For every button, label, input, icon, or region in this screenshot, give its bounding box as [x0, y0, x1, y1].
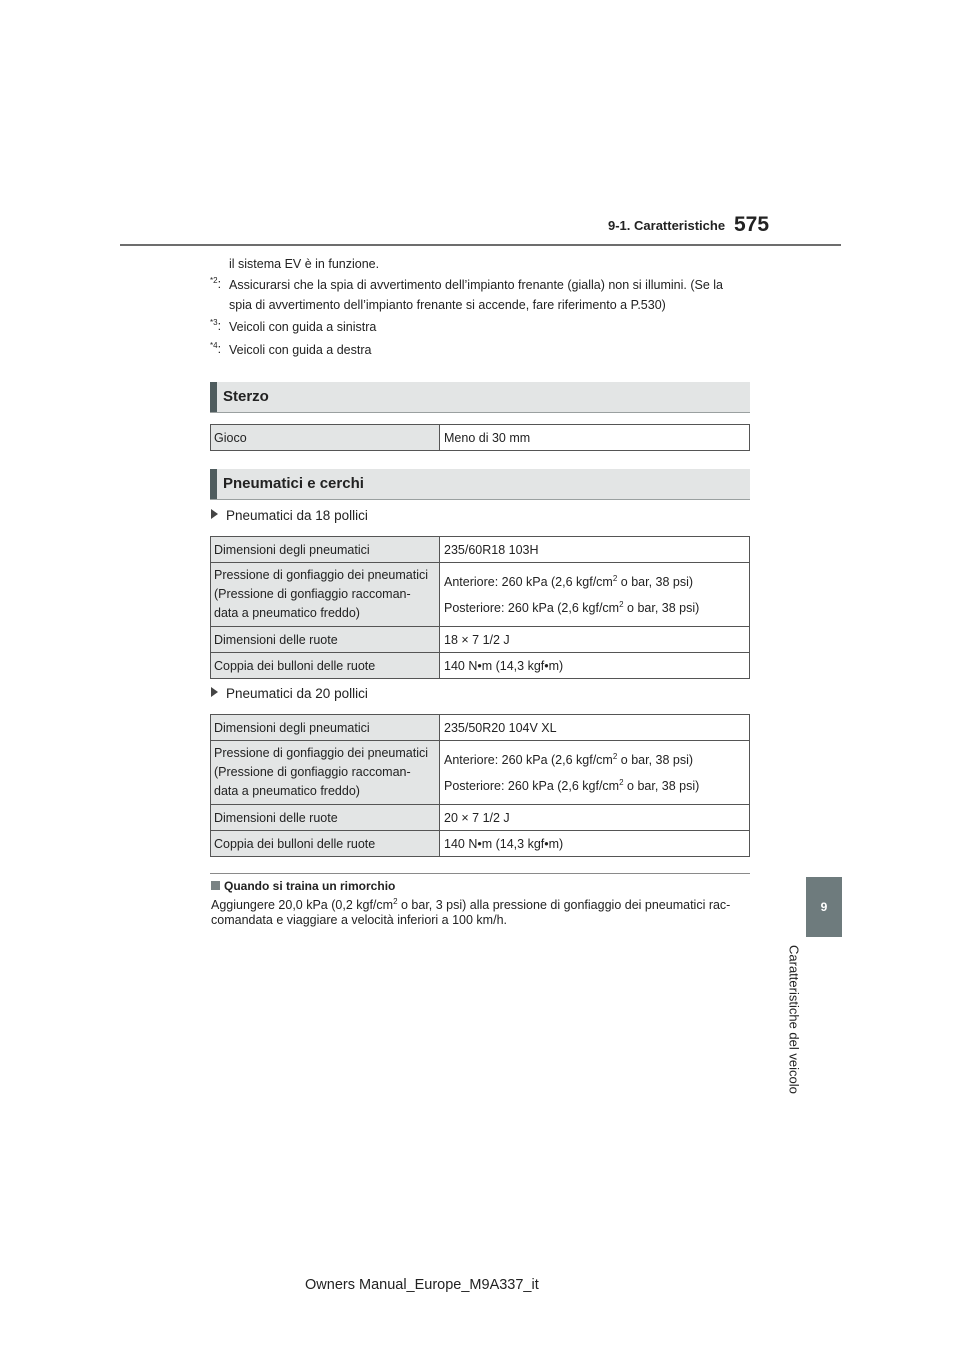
heading-bar	[210, 382, 217, 412]
table-row	[211, 563, 750, 627]
tires-18-subheading: Pneumatici da 18 pollici	[211, 508, 368, 523]
steering-section-heading	[210, 382, 750, 413]
steering-play-value: Meno di 30 mm	[440, 425, 750, 451]
lug-nut-torque-value: 140 N•m (14,3 kgf•m)	[440, 831, 750, 857]
steering-title: Sterzo	[223, 388, 269, 405]
table-row	[211, 805, 750, 831]
table-row	[211, 653, 750, 679]
chapter-label-text: Caratteristiche del veicolo	[786, 945, 802, 1094]
footer-manual-id: Owners Manual_Europe_M9A337_it	[305, 1277, 539, 1293]
header-divider	[120, 244, 841, 246]
wheel-size-value: 20 × 7 1/2 J	[440, 805, 750, 831]
front-pressure: Anteriore: 260 kPa (2,6 kgf/$cm^2$ o bar, 38 psi)	[444, 751, 694, 767]
note-3-mark: $^{*3}$:	[210, 317, 222, 333]
tires-title: Pneumatici e cerchi	[223, 475, 364, 492]
lug-nut-torque-label: Coppia dei bulloni delle ruote	[211, 831, 440, 857]
tires-20-subheading: Pneumatici da 20 pollici	[211, 686, 368, 701]
tires-18-table	[210, 536, 750, 679]
heading-bar	[210, 469, 217, 499]
table-row	[211, 627, 750, 653]
steering-play-label: Gioco	[211, 425, 440, 451]
section-title: 9-1. Caratteristiche	[608, 218, 726, 233]
steering-table	[210, 424, 750, 451]
table-row	[211, 537, 750, 563]
note-4-text: Veicoli con guida a destra	[229, 343, 372, 357]
table-row	[211, 715, 750, 741]
rear-pressure: Posteriore: 260 kPa (2,6 kgf/$cm^2$ o bar, 38 psi)	[444, 777, 700, 793]
note-3-text: Veicoli con guida a sinistra	[229, 320, 377, 334]
note-2-mark: $^{*2}$:	[210, 275, 222, 291]
table-row	[211, 425, 750, 451]
tire-size-label: Dimensioni degli pneumatici	[211, 715, 440, 741]
wheel-size-label: Dimensioni delle ruote	[211, 627, 440, 653]
tires-section-heading	[210, 469, 750, 500]
page-number: 575	[734, 213, 770, 236]
tire-size-label: Dimensioni degli pneumatici	[211, 537, 440, 563]
wheel-size-value: 18 × 7 1/2 J	[440, 627, 750, 653]
tire-size-value: 235/60R18 103H	[440, 537, 750, 563]
note-2-line-2: spia di avvertimento dell’impianto frenante si accende, fare riferimento a P.530)	[229, 298, 666, 312]
note-continuation: il sistema EV è in funzione.	[229, 257, 380, 271]
towing-heading: Quando si traina un rimorchio	[211, 879, 395, 893]
pressure-label: Pressione di gonfiaggio dei pneumatici (Pressione di gonfiaggio raccoman- data a pneumatico freddo)	[211, 563, 440, 627]
table-row	[211, 831, 750, 857]
triangle-bullet-icon	[211, 509, 218, 519]
tire-size-value: 235/50R20 104V XL	[440, 715, 750, 741]
note-2-line-1: Assicurarsi che la spia di avvertimento dell’impianto frenante (gialla) non si illumini. (Se la	[229, 278, 723, 292]
pressure-value	[440, 741, 750, 805]
pressure-label: Pressione di gonfiaggio dei pneumatici (Pressione di gonfiaggio raccoman- data a pneumatico freddo)	[211, 741, 440, 805]
note-4-mark: $^{*4}$:	[210, 340, 222, 356]
lug-nut-torque-label: Coppia dei bulloni delle ruote	[211, 653, 440, 679]
pressure-value	[440, 563, 750, 627]
chapter-label	[782, 945, 806, 1105]
table-row	[211, 741, 750, 805]
rear-pressure: Posteriore: 260 kPa (2,6 kgf/$cm^2$ o bar, 38 psi)	[444, 599, 700, 615]
chapter-tab: 9	[806, 877, 842, 937]
square-bullet-icon	[211, 881, 220, 890]
triangle-bullet-icon	[211, 687, 218, 697]
lug-nut-torque-value: 140 N•m (14,3 kgf•m)	[440, 653, 750, 679]
front-pressure: Anteriore: 260 kPa (2,6 kgf/$cm^2$ o bar, 38 psi)	[444, 573, 694, 589]
towing-text: Aggiungere 20,0 kPa (0,2 kgf/$cm^2$ o bar, 3 psi) alla pressione di gonfiaggio dei pneumatici rac-comandata e viaggiare a velocità inferiori a 100 km/h.	[211, 896, 731, 927]
towing-divider	[210, 873, 750, 874]
tires-20-table	[210, 714, 750, 857]
wheel-size-label: Dimensioni delle ruote	[211, 805, 440, 831]
